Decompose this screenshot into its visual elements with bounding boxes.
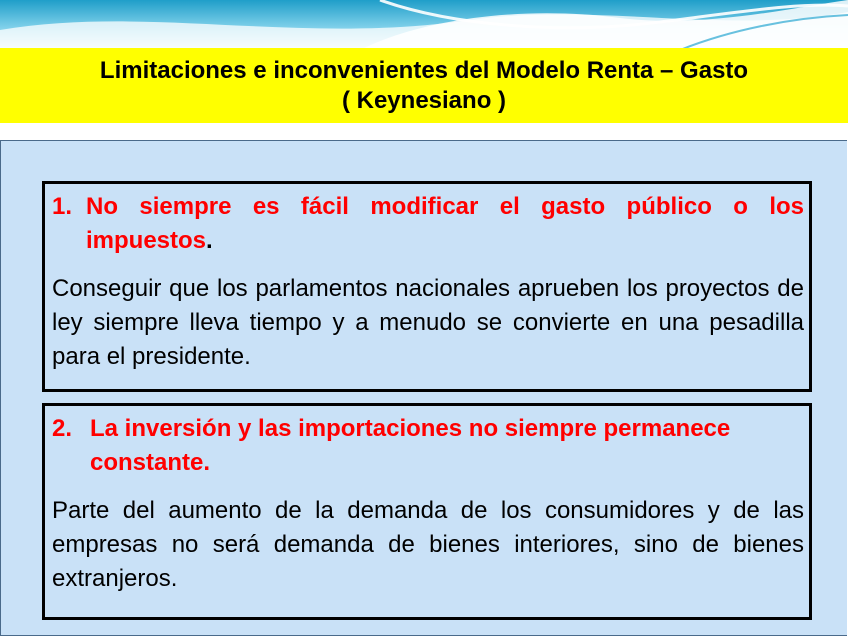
heading-period: . [206,227,213,254]
limitation-heading-label-1: No siempre es fácil modificar el gasto público o los impuestos [86,193,804,254]
limitation-box-2 [42,403,812,620]
limitation-heading-label-2: La inversión y las importaciones no siempre permanece constante. [90,415,731,476]
limitation-number-1: 1. [52,193,73,220]
header-wave-decoration [0,0,848,50]
page-title: Limitaciones e inconvenientes del Modelo Renta – Gasto [99,56,749,84]
limitation-box-1 [42,181,812,392]
limitation-heading-1 [52,190,804,258]
page-subtitle: ( Keynesiano ) [341,86,507,114]
limitation-heading-2 [52,412,804,480]
title-band [0,48,848,123]
limitation-heading-text-1 [86,190,804,258]
limitation-number-2: 2. [52,415,73,442]
limitation-body-1: Conseguir que los parlamentos nacionales aprueben los proyectos de ley siempre lleva tiempo y a menudo se convierte en una pesadilla para el presidente. [52,275,804,370]
limitation-body-2: Parte del aumento de la demanda de los consumidores y de las empresas no será demanda de bienes interiores, sino de bienes extranjeros. [52,497,804,592]
